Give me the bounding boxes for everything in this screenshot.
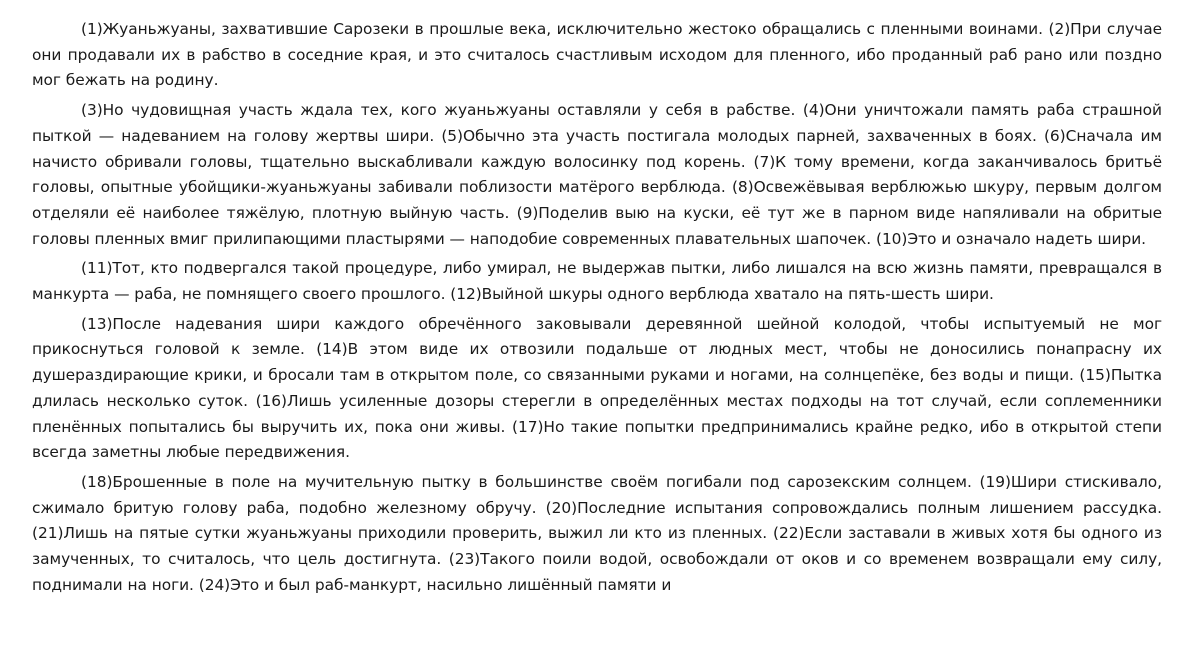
paragraph-1: (1)Жуаньжуаны, захватившие Сарозеки в прошлые века, исключительно жестоко обращались с пленными воинами. (2)При случае они продавали их в рабство в соседние края, и это считалось счастливым исходом для пленного, ибо проданный раб рано или поздно мог бежать на родину. bbox=[32, 20, 1162, 90]
document-body bbox=[32, 17, 1162, 602]
paragraph-5: (18)Брошенные в поле на мучительную пытку в большинстве своём погибали под сарозекским солнцем. (19)Шири стискивало, сжимало бритую голову раба, подобно железному обручу. (20)Последние испытания сопровождались полным лишением рассудка. (21)Лишь на пятые сутки жуаньжуаны приходили проверить, выжил ли кто из пленных. (22)Если заставали в живых хотя бы одного из замученных, то считалось, что цель достигнута. (23)Такого поили водой, освобождали от оков и со временем возвращали ему силу, поднимали на ноги. (24)Это и был раб-манкурт, насильно лишённый памяти и bbox=[32, 472, 1162, 594]
paragraph-2: (3)Но чудовищная участь ждала тех, кого жуаньжуаны оставляли у себя в рабстве. (4)Они уничтожали память раба страшной пыткой — надеванием на голову жертвы шири. (5)Обычно эта участь постигала молодых парней, захваченных в боях. (6)Сначала им начисто обривали головы, тщательно выскабливали каждую волосинку под корень. (7)К тому времени, когда заканчивалось бритьё головы, опытные убойщики-жуаньжуаны забивали поблизости матёрого верблюда. (8)Освежёвывая верблюжью шкуру, первым долгом отделяли её наиболее тяжёлую, плотную выйную часть. (9)Поделив выю на куски, её тут же в парном виде напяливали на обритые головы пленных вмиг прилипающими пластырями — наподобие современных плавательных шапочек. (10)Это и означало надеть шири. bbox=[32, 101, 1162, 248]
paragraph-4: (13)После надевания шири каждого обречённого заковывали деревянной шейной колодой, чтобы испытуемый не мог прикоснуться головой к земле. (14)В этом виде их отвозили подальше от людных мест, чтобы не доносились понапрасну их душераздирающие крики, и бросали там в открытом поле, со связанными руками и ногами, на солнцепёке, без воды и пищи. (15)Пытка длилась несколько суток. (16)Лишь усиленные дозоры стерегли в определённых местах подходы на тот случай, если соплеменники пленённых попытались бы выручить их, пока они живы. (17)Но такие попытки предпринимались крайне редко, ибо в открытой степи всегда заметны любые передвижения. bbox=[32, 314, 1162, 462]
paragraph-3: (11)Тот, кто подвергался такой процедуре, либо умирал, не выдержав пытки, либо лишался на всю жизнь памяти, превращался в манкурта — раба, не помнящего своего прошлого. (12)Выйной шкуры одного верблюда хватало на пять-шесть шири. bbox=[32, 259, 1162, 304]
